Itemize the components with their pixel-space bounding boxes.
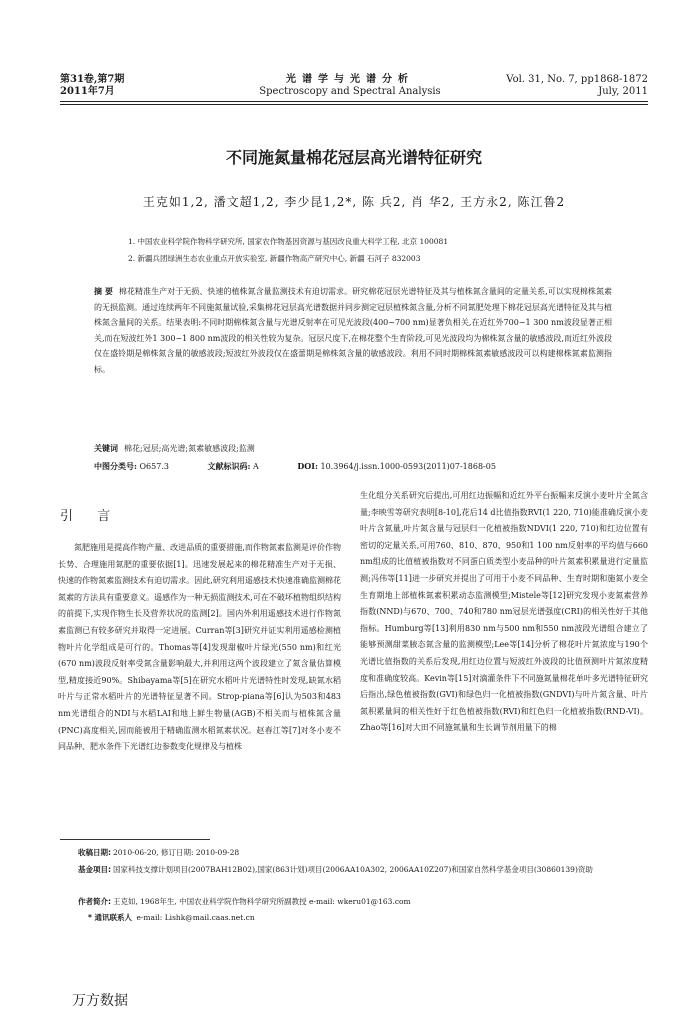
- doc-code-value: A: [253, 462, 259, 471]
- footnote-text: e-mail: Lishk@mail.caas.net.cn: [136, 913, 255, 922]
- affiliation-1: 1. 中国农业科学院作物科学研究所, 国家农作物基因资源与基因改良重大科学工程, 北京 100081: [128, 237, 449, 246]
- keywords-text: 棉花;冠层;高光谱;氮素敏感波段;监测: [124, 444, 255, 453]
- section-heading-introduction: 引 言: [60, 509, 121, 524]
- footnote-author-bio: [78, 896, 648, 907]
- footnote-rule: [60, 839, 210, 840]
- journal-name-cn: 光谱学与光谱分析: [286, 74, 414, 85]
- footnote-text: 王克如, 1968年生, 中国农业科学院作物科学研究所副教授 e-mail: wkeru01@163.com: [113, 897, 411, 906]
- doc-code-label: 文献标识码:: [207, 461, 251, 471]
- classification-line: [94, 459, 612, 474]
- footnote-text: 2010-06-20, 修订日期: 2010-09-28: [113, 848, 240, 857]
- journal-name-en: Spectroscopy and Spectral Analysis: [259, 86, 441, 97]
- issue-date: 2011年7月: [60, 86, 115, 97]
- header-rule: [60, 101, 648, 102]
- volume-issue: 第31卷,第7期: [60, 74, 125, 85]
- abstract: [94, 284, 612, 378]
- keywords: [94, 442, 612, 456]
- journal-issue: [60, 74, 124, 98]
- journal-name: [200, 74, 500, 98]
- footnote-corresponding: [88, 912, 658, 923]
- abstract-label: 摘 要: [94, 287, 113, 296]
- paper-title: 不同施氮量棉花冠层高光谱特征研究: [225, 148, 482, 167]
- clc-value: O657.3: [139, 462, 169, 471]
- journal-issue-en: [506, 74, 648, 98]
- header-rule-thin: [60, 104, 648, 105]
- doi-label: DOI:: [297, 461, 318, 471]
- watermark: 万方数据: [72, 993, 128, 1009]
- footnote-text: 国家科技支撑计划项目(2007BAH12B02),国家(863计划)项目(2006AA10A302, 2006AA10Z207)和国家自然科学基金项目(30860139)资助: [113, 865, 593, 874]
- footnote-label: 基金项目:: [78, 865, 111, 874]
- footnote-label: * 通讯联系人: [88, 913, 133, 922]
- footnote-label: 作者简介:: [78, 897, 111, 906]
- affiliation-2: 2. 新疆兵团绿洲生态农业重点开放实验室, 新疆作物高产研究中心, 新疆 石河子 832003: [128, 254, 421, 263]
- keywords-label: 关键词: [94, 444, 118, 453]
- author-list: 王克如1,2, 潘文超1,2, 李少昆1,2*, 陈 兵2, 肖 华2, 王方永2, 陈江鲁2: [142, 195, 566, 209]
- abstract-text: 棉花精准生产对于无损、快速的植株氮含量监测技术有迫切需求。研究棉花冠层光谱特征及其与植株氮含量间的定量关系,可以实现棉株氮素的无损监测。通过连续两年不同施氮量试验,采集棉花冠层高光谱数据并同步测定冠层植株氮含量,分析不同氮肥处理下棉花冠层高光谱特征及其与植株氮含量间的关系。结果表明:不同时期棉株氮含量与光谱反射率在可见光波段(400~700 nm)显著负相关,在近红外700~1 300 nm波段显著正相关,而在短波红外1 300~1 800 nm波段的相关性较为复杂。冠层尺度下,在棉花整个生育阶段,可见光波段均为棉株氮含量的敏感波段,而近红外波段仅在盛铃期是棉株氮含量的敏感波段;短波红外波段仅在盛蕾期是棉株氮含量的敏感波段。利用不同时期棉株氮素敏感波段可以构建棉株氮素监测指标。: [94, 287, 612, 374]
- clc-label: 中图分类号:: [94, 461, 137, 471]
- doi-value: 10.3964/j.issn.1000-0593(2011)07-1868-05: [320, 462, 496, 471]
- body-column-right: 生化组分关系研究后提出,可用红边振幅和近红外平台振幅来反演小麦叶片全氮含量;李映雪等研究表明[8-10],花后14 d比值指数RVI(1 220, 710)能准确反演小麦叶片含氮量,叶片氮含量与冠层归一化植被指数NDVI(1 220, 710)和红边位置有密切的定量关系,可用760、810、870、950和1 100 nm反射率的平均值与660 nm组成的比值植被指数对不同蛋白质类型小麦品种的叶片氮素积累量进行定量监测;冯伟等[11]进一步研究并提出了可用于小麦不同品种、生育时期和施氮小麦全生育期地上部植株氮素积累动态监测模型;Mistele等[12]研究发现小麦氮素营养指数(NND)与670、700、740和780 nm冠层光谱强度(CRI)的相关性好于其他指标。Humburg等[13]利用830 nm与500 nm和550 nm波段光谱组合建立了能够预测甜菜腋态氮含量的监测模型;Lee等[14]分析了棉花叶片氮浓度与190个光谱比值指数的关系后发现,用红边位置与短波红外波段的比值预测叶片氮浓度精度和准确度较高。Kevin等[15]对滴灌条件下不同施氮量棉花单叶多光谱特征研究后指出,绿色植被指数(GVI)和绿色归一化植被指数(GNDVI)与叶片氮含量、叶片氮积累量间的相关性好于红色植被指数(RVI)和红色归一化植被指数(RND-VI)。Zhao等[16]对大田不同施氮量和生长调节剂用量下的棉: [360, 491, 648, 733]
- volume-pages: Vol. 31, No. 7, pp1868-1872: [506, 74, 648, 85]
- issue-month: July, 2011: [598, 86, 648, 97]
- footnote-received: [78, 847, 648, 858]
- body-column-left: 氮肥施用是提高作物产量、改进品质的重要措施,而作物氮素监测是评价作物长势、合理施用氮肥的重要依据[1]。迅速发展起来的棉花精准生产对于无损、快速的作物氮素监测技术有迫切需求。因此,研究利用遥感技术快速准确监测棉花氮素的方法具有重要意义。遥感作为一种无损监测技术,可在不破坏植物组织结构的前提下,实现作物生长及营养状况的监测[2]。国内外利用遥感技术进行作物氮素监测已有较多研究并取得一定进展。Curran等[3]研究并证实利用遥感检测植物叶片化学组成是可行的。Thomas等[4]发现甜椒叶片绿光(550 nm)和红光(670 nm)波段反射率受氮含量影响最大,并利用这两个波段建立了氮含量估算模型,精度接近90%。Shibayama等[5]在研究水稻叶片光谱特性时发现,缺氮水稻叶片与正常水稻叶片的光谱特征显著不同。Strop-piana等[6]认为503和483 nm光谱组合的NDI与水稻LAI和地上鲜生物量(AGB)不相关而与植株氮含量(PNC)高度相关,因而能被用于精确监测水稻氮素状况。赵春江等[7]对冬小麦不同品种、肥水条件下光谱红边参数变化规律及与植株: [58, 543, 341, 752]
- footnote-label: 收稿日期:: [78, 848, 111, 857]
- footnote-funding: [78, 864, 648, 875]
